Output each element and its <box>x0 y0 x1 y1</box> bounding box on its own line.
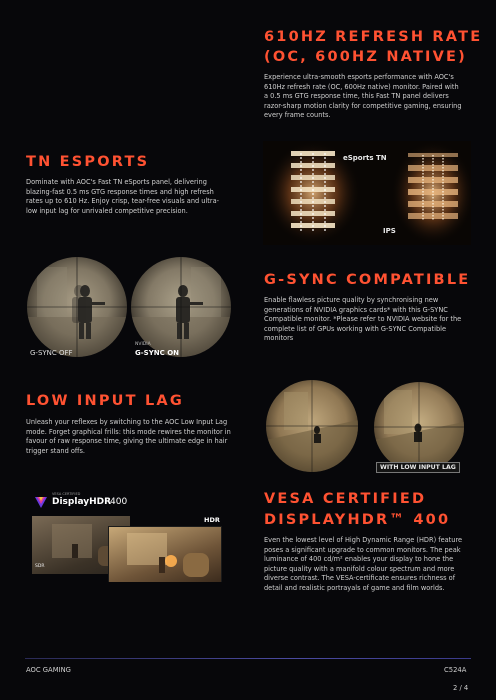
displayhdr-logo-number: 400 <box>110 497 128 507</box>
footer-model: C524A <box>444 666 467 674</box>
footer-brand: AOC GAMING <box>26 666 71 674</box>
lag-body: Unleash your reflexes by switching to the AOC Low Input Lag mode. Forget graphical frills: this mode rewires the monitor in favour of raw response time, giving the ultimate edge in hair trigger stand offs. <box>26 418 231 455</box>
scope-left <box>27 257 127 357</box>
gsync-body: Enable flawless picture quality by synchronising new generations of NVIDIA graphics cards* with this G-SYNC Compatible monitor. *Please refer to NVIDIA website for the complete list of GPUs working with G-SYNC Compatible monitors <box>264 296 462 343</box>
footer-rule <box>25 658 471 659</box>
refresh-title-line2: (OC, 600HZ NATIVE) <box>264 49 467 65</box>
hdr-title-line2: DISPLAYHDR™ 400 <box>264 512 451 528</box>
label-hdr: HDR <box>204 516 220 524</box>
displayhdr-logo-icon <box>34 494 48 508</box>
lag-scope-left <box>266 380 358 472</box>
refresh-comparison-image <box>263 141 471 245</box>
hdr-scene <box>108 526 222 582</box>
label-gsync-off: G-SYNC OFF <box>30 349 73 357</box>
label-with-low-input-lag: WITH LOW INPUT LAG <box>376 462 460 473</box>
label-gsync-on: G-SYNC ON <box>135 349 180 357</box>
lag-title: LOW INPUT LAG <box>26 393 184 409</box>
gsync-comparison-image <box>25 255 233 365</box>
page-number: 2 / 4 <box>453 684 469 692</box>
hdr-title-line1: VESA CERTIFIED <box>264 491 427 507</box>
lag-scope-right <box>374 382 464 472</box>
label-sdr: SDR <box>35 564 45 569</box>
tn-title: TN ESPORTS <box>26 154 150 170</box>
hdr-comparison-image <box>28 490 224 582</box>
label-esports-tn: eSports TN <box>343 154 387 162</box>
nvidia-logo-text: NVIDIA <box>135 342 151 347</box>
hdr-body: Even the lowest level of High Dynamic Range (HDR) feature poses a significant upgrade to common monitors. The peak luminance of 400 cd/m² enables your display to hone the picture quality with a manifold colour spectrum and more diverse contrast. The VESA-certificate ensures richness of detail and realistic portrayals of game and film worlds. <box>264 536 463 592</box>
tn-body: Dominate with AOC's Fast TN eSports panel, delivering blazing-fast 0.5 ms GTG response times and high refresh rates up to 610 Hz. Enjoy crisp, tear-free visuals and ultra-low input lag for unrivaled competitive precision. <box>26 178 220 215</box>
refresh-body: Experience ultra-smooth esports performance with AOC's 610Hz refresh rate (OC, 600Hz native) monitor. Paired with a 0.5 ms GTG response time, this Fast TN panel delivers razor-sharp motion clarity for competitive gaming, ensuring every frame counts. <box>264 73 462 120</box>
vesa-certified-text: VESA CERTIFIED <box>52 492 81 496</box>
lag-comparison-image <box>266 378 472 476</box>
label-ips: IPS <box>383 227 396 235</box>
displayhdr-logo-text: DisplayHDR <box>52 497 112 507</box>
gsync-title: G-SYNC COMPATIBLE <box>264 272 471 288</box>
refresh-title-line1: 610HZ REFRESH RATE <box>264 29 483 45</box>
